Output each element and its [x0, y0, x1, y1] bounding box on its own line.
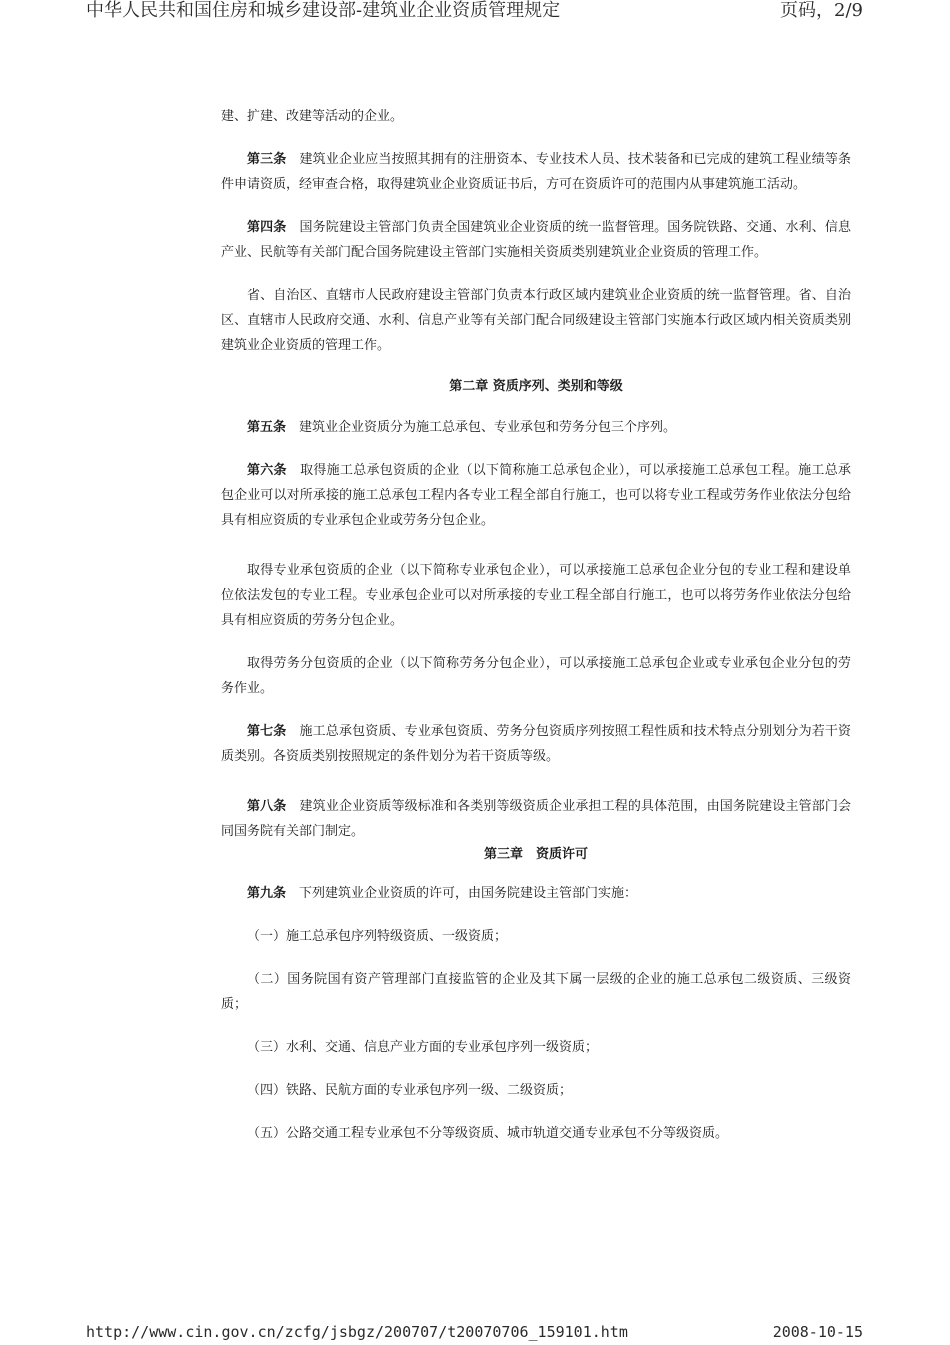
list-item: （一）施工总承包序列特级资质、一级资质； — [247, 929, 508, 944]
document-header-title: 中华人民共和国住房和城乡建设部-建筑业企业资质管理规定 — [86, 0, 561, 21]
paragraph: 建、扩建、改建等活动的企业。 — [221, 109, 404, 124]
article-label: 第六条 — [247, 463, 287, 478]
article-3 — [221, 147, 851, 197]
article-text: 下列建筑业企业资质的许可，由国务院建设主管部门实施： — [299, 886, 638, 901]
article-text: 建筑业企业应当按照其拥有的注册资本、专业技术人员、技术装备和已完成的建筑工程业绩等条件申请资质，经审查合格，取得建筑业企业资质证书后，方可在资质许可的范围内从事建筑施工活动。 — [221, 152, 851, 192]
article-6 — [221, 458, 851, 533]
article-label: 第三条 — [247, 152, 287, 167]
list-item: （二）国务院国有资产管理部门直接监管的企业及其下属一层级的企业的施工总承包二级资质、三级资质； — [221, 972, 851, 1012]
document-body — [221, 104, 851, 1146]
list-item: （五）公路交通工程专业承包不分等级资质、城市轨道交通专业承包不分等级资质。 — [247, 1126, 729, 1141]
article-label: 第四条 — [247, 220, 287, 235]
article-label: 第五条 — [247, 420, 287, 435]
article-8 — [221, 794, 851, 844]
article-label: 第七条 — [247, 724, 287, 739]
paragraph: 取得劳务分包资质的企业（以下简称劳务分包企业），可以承接施工总承包企业或专业承包企业分包的劳务作业。 — [221, 656, 851, 696]
article-text: 建筑业企业资质分为施工总承包、专业承包和劳务分包三个序列。 — [299, 420, 677, 435]
article-9 — [221, 881, 851, 906]
article-text: 施工总承包资质、专业承包资质、劳务分包资质序列按照工程性质和技术特点分别划分为若干资质类别。各资质类别按照规定的条件划分为若干资质等级。 — [221, 724, 851, 764]
article-4 — [221, 215, 851, 265]
list-item: （四）铁路、民航方面的专业承包序列一级、二级资质； — [247, 1083, 573, 1098]
article-text: 建筑业企业资质等级标准和各类别等级资质企业承担工程的具体范围，由国务院建设主管部门会同国务院有关部门制定。 — [221, 799, 851, 839]
source-url: http://www.cin.gov.cn/zcfg/jsbgz/200707/t20070706_159101.htm — [86, 1323, 628, 1341]
print-date: 2008-10-15 — [772, 1323, 863, 1341]
article-7 — [221, 719, 851, 769]
chapter-heading: 第二章 资质序列、类别和等级 — [449, 379, 623, 394]
article-text: 国务院建设主管部门负责全国建筑业企业资质的统一监督管理。国务院铁路、交通、水利、信息产业、民航等有关部门配合国务院建设主管部门实施相关资质类别建筑业企业资质的管理工作。 — [221, 220, 851, 260]
article-label: 第八条 — [247, 799, 287, 814]
list-item: （三）水利、交通、信息产业方面的专业承包序列一级资质； — [247, 1040, 599, 1055]
paragraph: 取得专业承包资质的企业（以下简称专业承包企业），可以承接施工总承包企业分包的专业工程和建设单位依法发包的专业工程。专业承包企业可以对所承接的专业工程全部自行施工，也可以将劳务作业依法分包给具有相应资质的劳务分包企业。 — [221, 563, 851, 628]
chapter-heading: 第三章 资质许可 — [483, 847, 588, 862]
paragraph: 省、自治区、直辖市人民政府建设主管部门负责本行政区域内建筑业企业资质的统一监督管理。省、自治区、直辖市人民政府交通、水利、信息产业等有关部门配合同级建设主管部门实施本行政区域内相关资质类别建筑业企业资质的管理工作。 — [221, 288, 851, 353]
article-text: 取得施工总承包资质的企业（以下简称施工总承包企业），可以承接施工总承包工程。施工总承包企业可以对所承接的施工总承包工程内各专业工程全部自行施工，也可以将专业工程或劳务作业依法分包给具有相应资质的专业承包企业或劳务分包企业。 — [221, 463, 851, 528]
article-label: 第九条 — [247, 886, 287, 901]
page-number: 页码，2/9 — [780, 0, 863, 21]
article-5 — [221, 415, 851, 440]
